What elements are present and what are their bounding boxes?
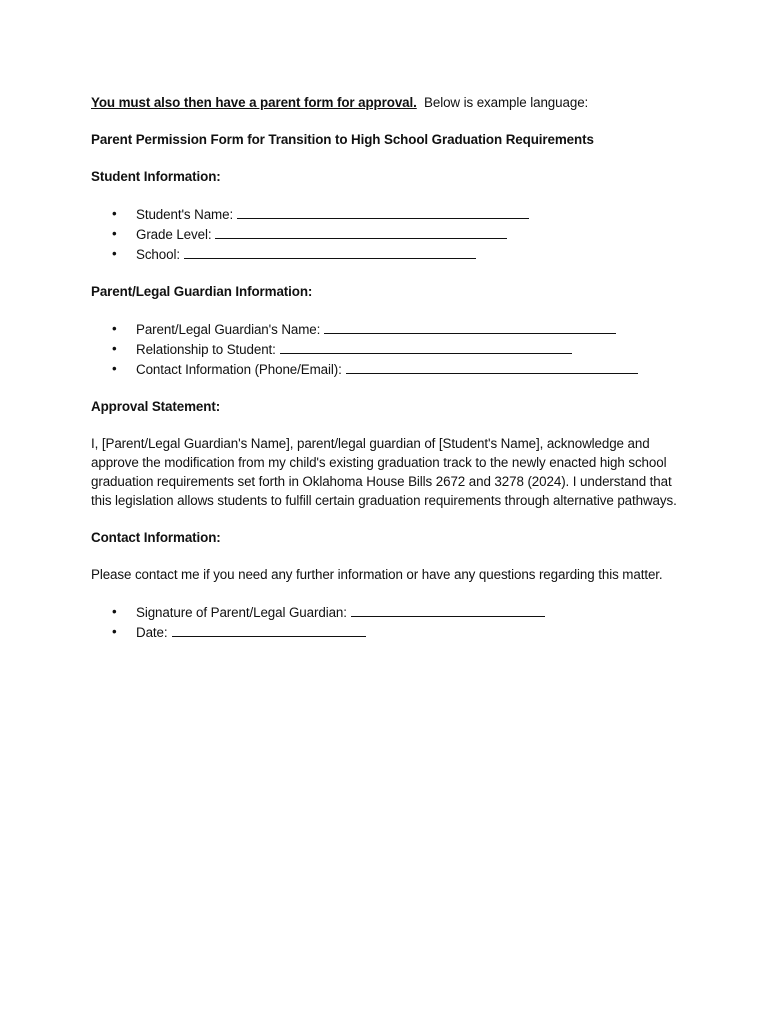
document-content: [91, 93, 691, 660]
bullet: •: [112, 206, 117, 221]
list-item: [91, 224, 691, 244]
list-item: [91, 244, 691, 264]
contact-text: Please contact me if you need any further information or have any questions regarding this matter.: [91, 567, 663, 582]
bullet: •: [112, 321, 117, 336]
contact-heading: Contact Information:: [91, 530, 221, 545]
bullet: •: [112, 361, 117, 376]
bullet: •: [112, 341, 117, 356]
list-item: [91, 339, 691, 359]
signature-list: [91, 602, 691, 642]
approval-heading: Approval Statement:: [91, 399, 221, 414]
contact-info-blank[interactable]: [346, 359, 638, 374]
field-label-guardian-name: Parent/Legal Guardian's Name:: [136, 322, 321, 337]
field-label-date: Date:: [136, 625, 168, 640]
approval-statement: I, [Parent/Legal Guardian's Name], parent/legal guardian of [Student's Name], acknowledge and approve the modification from my child's existing graduation track to the newly enacted high school graduation requirements set forth in Oklahoma House Bills 2672 and 3278 (2024). I understand that this legislation allows students to fulfill certain graduation requirements through alternative pathways.: [91, 436, 677, 508]
student-info-heading: Student Information:: [91, 169, 221, 184]
signature-blank[interactable]: [351, 602, 545, 617]
bullet: •: [112, 604, 117, 619]
field-label-school: School:: [136, 247, 180, 262]
guardian-name-blank[interactable]: [324, 319, 616, 334]
bullet: •: [112, 624, 117, 639]
field-label-student-name: Student's Name:: [136, 207, 234, 222]
field-label-relationship: Relationship to Student:: [136, 342, 276, 357]
guardian-info-heading: Parent/Legal Guardian Information:: [91, 284, 313, 299]
guardian-info-list: [91, 319, 691, 379]
intro-note: Below is example language:: [424, 95, 589, 110]
bullet: •: [112, 226, 117, 241]
school-blank[interactable]: [184, 244, 476, 259]
field-label-grade-level: Grade Level:: [136, 227, 212, 242]
date-blank[interactable]: [172, 622, 366, 637]
intro-line: [91, 93, 691, 112]
intro-requirement: You must also then have a parent form for approval.: [91, 95, 417, 110]
field-label-contact-info: Contact Information (Phone/Email):: [136, 362, 342, 377]
list-item: [91, 602, 691, 622]
student-info-list: [91, 204, 691, 264]
list-item: [91, 622, 691, 642]
bullet: •: [112, 246, 117, 261]
form-title: Parent Permission Form for Transition to High School Graduation Requirements: [91, 132, 594, 147]
student-name-blank[interactable]: [237, 204, 529, 219]
grade-level-blank[interactable]: [215, 224, 507, 239]
list-item: [91, 319, 691, 339]
list-item: [91, 204, 691, 224]
field-label-signature: Signature of Parent/Legal Guardian:: [136, 605, 347, 620]
list-item: [91, 359, 691, 379]
relationship-blank[interactable]: [280, 339, 572, 354]
